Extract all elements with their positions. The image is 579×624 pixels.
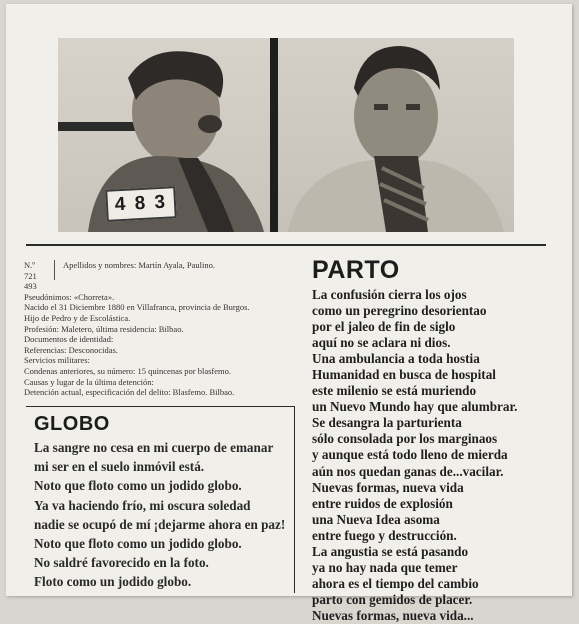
poem-line: nadie se ocupó de mí ¡dejarme ahora en paz! — [34, 516, 286, 532]
poem-line: Se desangra la parturienta — [312, 415, 462, 431]
document-page — [6, 4, 572, 623]
poem-line: y aunque está todo lleno de mierda — [312, 447, 508, 463]
poem-line: La sangre no cesa en mi cuerpo de emanar — [34, 440, 274, 455]
mugshot-photos — [58, 38, 514, 232]
poem-line: parto con gemidos de placer. — [312, 591, 473, 607]
poem-line: como un peregrino desorientao — [312, 303, 487, 319]
poem-line: Humanidad en busca de hospital — [312, 367, 496, 383]
globo-lines — [34, 438, 294, 592]
police-record-card — [24, 260, 294, 398]
prisoner-number-tag: 4 8 3 — [105, 186, 177, 222]
poem-line: Una ambulancia a toda hostia — [312, 351, 480, 367]
parto-lines — [312, 287, 574, 624]
record-header — [24, 260, 294, 292]
poem-line: por el jaleo de fin de siglo — [312, 319, 456, 335]
poem-line: entre fuego y destrucción. — [312, 527, 457, 543]
record-line: Profesión: Maletero, última residencia: Bilbao. — [24, 323, 184, 334]
front-figure-image — [278, 38, 514, 232]
record-line: Causas y lugar de la última detención: — [24, 376, 154, 387]
poem-line: Floto como un jodido globo. — [34, 574, 192, 590]
record-number-block — [24, 260, 46, 292]
parto-poem — [312, 256, 574, 624]
record-line: Hijo de Pedro y de Escolástica. — [24, 312, 131, 323]
poem-line: Noto que floto como un jodido globo. — [34, 536, 242, 552]
poem-line: Nuevas formas, nueva vida — [312, 479, 464, 495]
record-line: Detención actual, especificación del delito: Blasfemo. Bilbao. — [24, 387, 235, 398]
record-number: N.º 721 — [24, 260, 37, 281]
mugshot-front-photo — [278, 38, 514, 232]
record-name-line: Apellidos y nombres: Martín Ayala, Paulino. — [63, 260, 215, 270]
poem-line: Noto que floto como un jodido globo. — [34, 478, 242, 494]
poem-line: La angustia se está pasando — [312, 543, 469, 559]
record-header-divider — [54, 260, 55, 280]
poem-line: ahora es el tiempo del cambio — [312, 575, 479, 591]
record-line: Nacido el 31 Diciembre 1880 en Villafranca, provincia de Burgos. — [24, 302, 250, 313]
record-line: Condenas anteriores, su número: 15 quincenas por blasfemo. — [24, 365, 232, 376]
photo-divider — [270, 38, 278, 232]
poem-line: este milenio se está muriendo — [312, 383, 477, 399]
poem-line: entre ruidos de explosión — [312, 495, 453, 511]
poem-line: mi ser en el suelo inmóvil está. — [34, 459, 205, 475]
record-line: Documentos de identidad: — [24, 334, 114, 345]
poem-line: aquí no se aclara ni dios. — [312, 335, 451, 351]
record-line: Referencias: Desconocidas. — [24, 344, 118, 355]
poem-line: una Nueva Idea asoma — [312, 511, 440, 527]
record-line: Pseudónimos: «Chorreta». — [24, 291, 115, 302]
mugshot-profile-photo — [58, 38, 270, 232]
globo-poem — [26, 406, 295, 593]
poem-line: No saldré favorecido en la foto. — [34, 555, 209, 571]
poem-line: Ya va haciendo frío, mi oscura soledad — [34, 497, 251, 513]
poem-line: sólo consolada por los marginaos — [312, 431, 498, 447]
parto-title: PARTO — [312, 256, 400, 284]
poem-line: Nuevas formas, nueva vida... — [312, 607, 474, 623]
poem-line: ya no hay nada que temer — [312, 559, 458, 575]
poem-line: La confusión cierra los ojos — [312, 287, 467, 302]
section-rule — [26, 244, 546, 246]
poem-line: aún nos quedan ganas de...vacilar. — [312, 463, 504, 479]
globo-title: GLOBO — [34, 413, 110, 435]
record-line: Servicios militares: — [24, 355, 90, 366]
poem-line: un Nuevo Mundo hay que alumbrar. — [312, 399, 518, 415]
record-sub-number: 493 — [24, 281, 37, 292]
